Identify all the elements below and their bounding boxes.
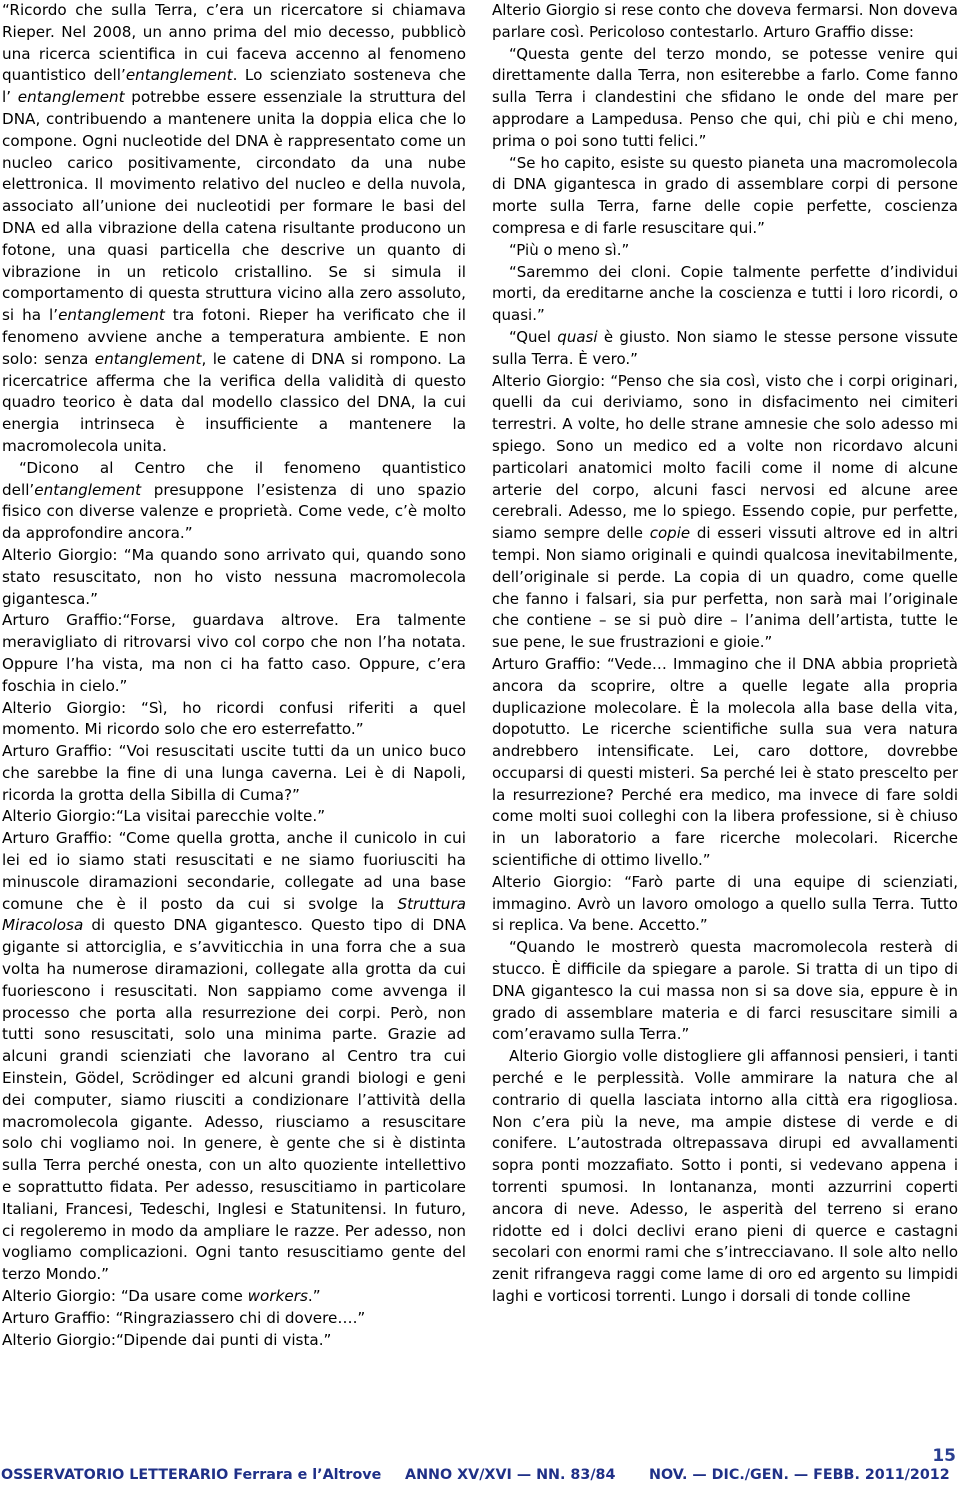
page-number: 15	[932, 1446, 956, 1466]
text-run: Alterio Giorgio: “Ma quando sono arrivato qui, quando sono stato resuscitato, non ho visto nessuna macromolecola gigantesca.”	[2, 545, 466, 608]
italic-text: copie	[649, 524, 691, 543]
text-run: Alterio Giorgio: “Sì, ho ricordi confusi riferiti a quel momento. Mi ricordo solo che ero esterrefatto.”	[2, 698, 466, 739]
paragraph	[2, 458, 466, 545]
text-run: Arturo Graffio:“Forse, guardava altrove. Era talmente meravigliato di ritrovarsi vivo col corpo che non l’ha notata. Oppure l’ha vista, ma non ci ha fatto caso. Oppure, c’era foschia in cielo.”	[2, 611, 466, 695]
text-run: “Dicono al Centro che il fenomeno quantistico dell’	[2, 458, 466, 499]
italic-text: entanglement	[125, 66, 233, 85]
paragraph	[2, 828, 466, 1286]
paragraph	[492, 44, 958, 153]
text-run: .”	[307, 1287, 321, 1306]
paragraph	[492, 240, 958, 262]
text-run: “Questa gente del terzo mondo, se potesse venire qui direttamente dalla Terra, non esiterebbe a farlo. Come fanno sulla Terra i clandestini che sfidano le onde del mare per approdare a Lampedusa. Penso che qui, chi più e chi meno, prima o poi sono tutti felici.”	[492, 44, 958, 150]
text-run: “Ricordo che sulla Terra, c’era un ricercatore si chiamava Rieper. Nel 2008, un anno prima del mio decesso, pubblicò una ricerca scientifica in cui faceva accenno al fenomeno quantistico dell’	[2, 1, 466, 85]
italic-text: entanglement	[58, 306, 165, 325]
text-run: Alterio Giorgio:“La visitai parecchie volte.”	[2, 807, 326, 826]
text-run: Alterio Giorgio si rese conto che doveva fermarsi. Non doveva parlare così. Pericoloso contestarlo. Arturo Graffio disse:	[492, 1, 958, 41]
footer-issue: ANNO XV/XVI — NN. 83/84	[405, 1467, 616, 1483]
text-run: è giusto. Non siamo le stesse persone vissute sulla Terra. È vero.”	[492, 327, 958, 368]
text-run: Arturo Graffio: “Vede… Immagino che il DNA abbia proprietà ancora da scoprire, oltre a quelle legate alla propria duplicazione molecolare. È la molecola alla base della vita, dopotutto. Le ricerche scientifiche sulla sua vera natura andrebbero intensificate. Lei, caro dottore, dovrebbe occuparsi di questi misteri. Sa perché lei è stato prescelto per la resurrezione? Perché era medico, ma invece di fare soldi come molti suoi colleghi con la libera professione, si è chiuso in un laboratorio a fare ricerche molecolari. Ricerche scientifiche di ottimo livello.”	[492, 654, 958, 870]
text-run: potrebbe essere essenziale la struttura del DNA, contribuendo a mantenere unita la doppia elica che lo compone. Ogni nucleotide del DNA è rappresentato come un nucleo carico positivamente, circondato da una nube elettronica. Il movimento relativo del nucleo e della nuvola, associato all’unione dei nucleotidi per formare le basi del DNA ed alla vibrazione della catena risultante producono un fotone, una quasi particella che descrive un quanto di vibrazione in un reticolo cristallino. Se si simula il comportamento di questa struttura vicino alla zero assoluto, si ha l’	[2, 88, 466, 325]
text-run: “Più o meno sì.”	[509, 240, 630, 259]
text-run: presuppone l’esistenza di uno spazio fisico con diverse valenze e proprietà. Come vede, c’è molto da approfondire ancora.”	[2, 480, 466, 543]
text-run: Alterio Giorgio: “Farò parte di una equipe di scienziati, immagino. Avrò un lavoro omologo a quello sulla Terra. Tutto si replica. Va bene. Accetto.”	[492, 872, 958, 935]
paragraph	[2, 806, 466, 828]
text-run: di esseri vissuti altrove ed in altri tempi. Non siamo originali e quindi qualcosa inevitabilmente, dell’originale si perde. La copia di un quadro, come quelle che fanno i falsari, sia pur perfetta, non sarà mai l’originale che contiene – se si può dire – l’anima dell’artista, tutte le sue pene, le sue frustrazioni e gioie.”	[492, 524, 958, 652]
italic-text: workers	[247, 1287, 308, 1306]
text-run: Alterio Giorgio:“Dipende dai punti di vista.”	[2, 1330, 332, 1349]
text-run: Arturo Graffio: “Come quella grotta, anche il cunicolo in cui lei ed io siamo stati resuscitati e ne siamo fuoriusciti ha minuscole diramazioni secondarie, collegate ad una base comune che è il posto da cui si svolge la	[2, 829, 466, 913]
text-run: di questo DNA gigantesco. Questo tipo di DNA gigante si attorciglia, e s’avviticchia in una forra che a sua volta ha numerose diramazioni, collegate alla grotta da cui fuoriescono i resuscitati. Non sappiamo come avvenga il processo che porta alla resurrezione dei corpi. Però, non tutti sono resuscitati, solo una minima parte. Grazie ad alcuni grandi scienziati che lavorano al Centro tra cui Einstein, Gödel, Scrödinger ed alcuni grandi biologi e geni dei computer, siamo riusciti a condizionare l’attività della macromolecola gigante. Adesso, riusciamo a resuscitare solo chi vogliamo noi. In genere, è gente che si è distinta sulla Terra perché onesta, con un alto quoziente intellettivo e soprattutto fidata. Per adesso, resuscitiamo in particolare Italiani, Francesi, Tedeschi, Inglesi e Statunitensi. In futuro, ci regoleremo in modo da ampliare le razze. Per adesso, non vogliamo complicazioni. Ogni tanto resuscitiamo gente del terzo Mondo.”	[2, 916, 466, 1284]
text-run: “Saremmo dei cloni. Copie talmente perfette d’individui morti, da ereditarne anche la coscienza e tutti i loro ricordi, o quasi.”	[492, 262, 958, 325]
text-run: Alterio Giorgio volle distogliere gli affannosi pensieri, i tanti perché e le perplessità. Volle ammirare la natura che al contrario di quella lasciata intorno alla città era rigogliosa. Non c’era più la neve, ma ampie distese di verde e di conifere. L’autostrada oltrepassava dirupi ed avvallamenti sopra ponti mozzafiato. Sotto i ponti, si vedevano appena i torrenti spumosi. In lontananza, monti azzurrini coperti ancora di neve. Adesso, le asperità del terreno si erano ridotte ed i dolci declivi erano pieni di querce e castagni secolari con enormi rami che s’intrecciavano. Il sole alto nello zenit rifrangeva raggi come lame di oro ed argento su limpidi laghi e vorticosi torrenti. Lungo i dorsali di tonde colline	[492, 1047, 958, 1306]
text-run: . Lo scienziato sosteneva che l’	[2, 66, 466, 107]
italic-text: Struttura Miracolosa	[2, 894, 466, 935]
paragraph	[492, 371, 958, 654]
page-footer	[0, 1467, 960, 1487]
footer-magazine-title: OSSERVATORIO LETTERARIO Ferrara e l’Altrove	[1, 1467, 382, 1483]
right-column	[492, 0, 958, 1450]
footer-date: NOV. — DIC./GEN. — FEBB. 2011/2012	[649, 1467, 950, 1483]
italic-text: entanglement	[17, 88, 125, 107]
left-column	[2, 0, 466, 1450]
paragraph	[2, 1330, 466, 1352]
paragraph	[2, 610, 466, 697]
text-run: , le catene di DNA si rompono. La ricercatrice afferma che la verifica della validità di questo quadro teorico è data dal modello classico del DNA, la cui energia intrinseca è insufficiente a mantenere la macromolecola unita.	[2, 349, 466, 455]
paragraph	[492, 937, 958, 1046]
italic-text: quasi	[557, 327, 598, 346]
italic-text: entanglement	[94, 349, 202, 368]
text-run: “Se ho capito, esiste su questo pianeta una macromolecola di DNA gigantesca in grado di assemblare corpi di persone morte sulla Terra, farne delle copie perfette, coscienza compresa e di farle resuscitare qui.”	[492, 153, 958, 237]
paragraph	[2, 0, 466, 458]
paragraph	[2, 1286, 466, 1308]
paragraph	[2, 741, 466, 806]
paragraph	[492, 327, 958, 371]
paragraph	[2, 1308, 466, 1330]
italic-text: entanglement	[34, 480, 142, 499]
paragraph	[492, 262, 958, 327]
text-run: Alterio Giorgio: “Penso che sia così, visto che i corpi originari, quelli da cui deriviamo, sono in disfacimento nei cimiteri terrestri. A volte, ho delle strane amnesie che solo adesso mi spiego. Sono un medico ed a volte non ricordavo alcuni particolari anatomici molto facili come il nome di alcune arterie del corpo, alcuni fasci nervosi ed alcune aree cerebrali. Adesso, me lo spiego. Essendo copie, pur perfette, siamo sempre delle	[492, 371, 958, 543]
paragraph	[492, 153, 958, 240]
paragraph	[492, 654, 958, 872]
text-run: tra fotoni. Rieper ha verificato che il fenomeno avviene anche a temperatura ambiente. E non solo: senza	[2, 306, 466, 368]
paragraph	[492, 0, 958, 44]
text-run: Arturo Graffio: “Ringraziassero chi di dovere….”	[2, 1308, 366, 1327]
paragraph	[2, 698, 466, 742]
text-run: Arturo Graffio: “Voi resuscitati uscite tutti da un unico buco che sarebbe la fine di una lunga caverna. Lei è di Napoli, ricorda la grotta della Sibilla di Cuma?”	[2, 742, 466, 804]
text-run: “Quel	[509, 327, 558, 346]
paragraph	[492, 872, 958, 937]
text-run: Alterio Giorgio: “Da usare come	[2, 1287, 248, 1306]
text-run: “Quando le mostrerò questa macromolecola resterà di stucco. È difficile da spiegare a parole. Si tratta di un tipo di DNA gigantesco la cui massa non si sa dove sia, eppure è in grado di assemblare materia e di farci resuscitare simili a com’eravamo sulla Terra.”	[492, 938, 958, 1044]
paragraph	[2, 545, 466, 610]
paragraph	[492, 1046, 958, 1308]
